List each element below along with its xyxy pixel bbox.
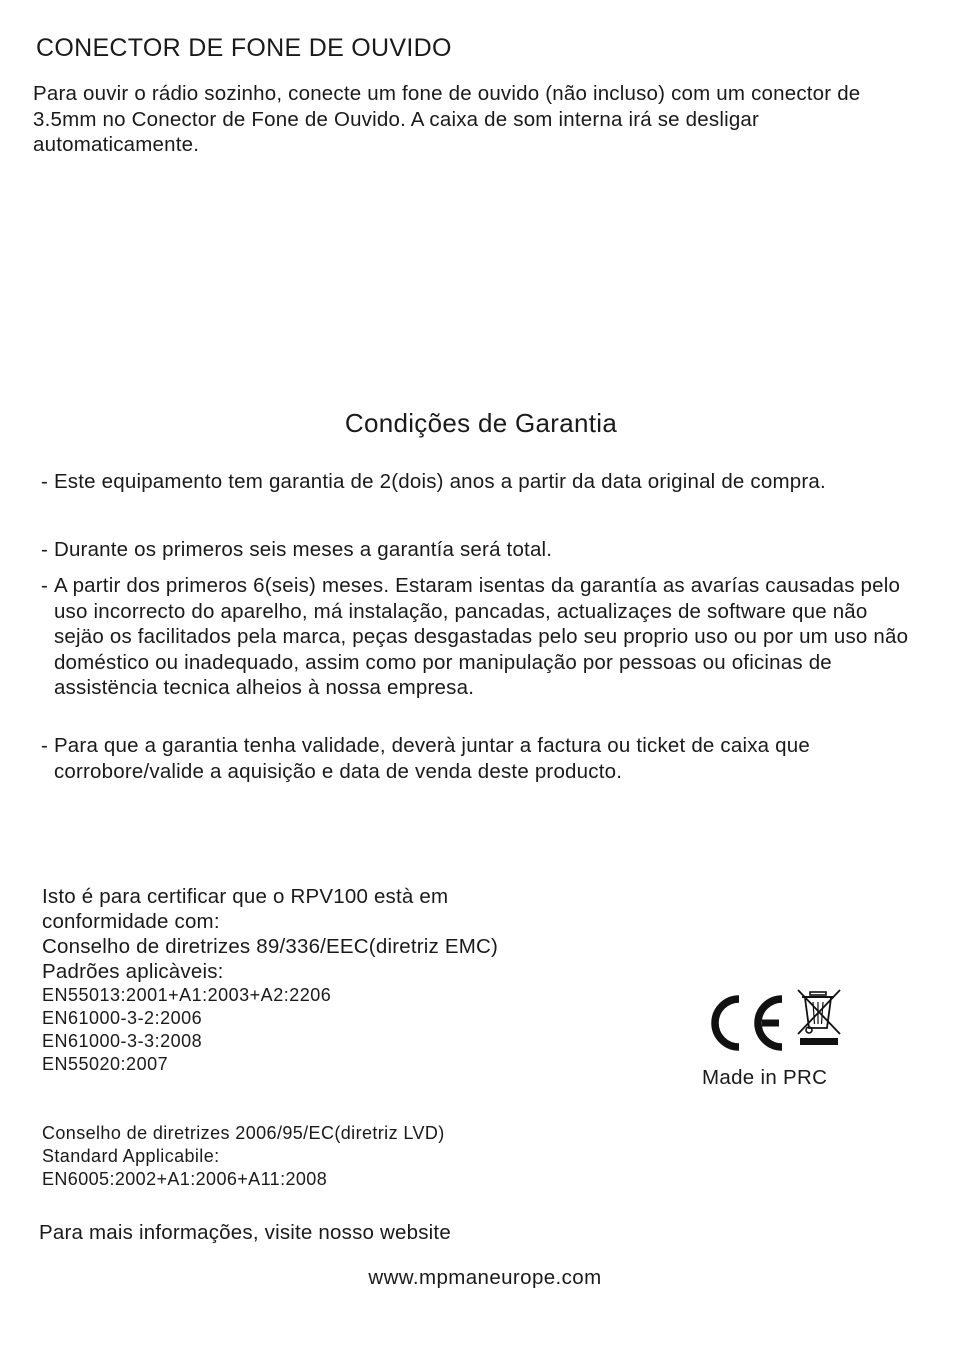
made-in-label: Made in PRC <box>702 1066 828 1089</box>
warranty-bullet-first-months: - Durante os primeros seis meses a garantía será total. <box>41 537 911 563</box>
more-info-text: Para mais informações, visite nosso website <box>39 1221 451 1244</box>
headphone-section-title: CONECTOR DE FONE DE OUVIDO <box>36 34 452 62</box>
certification-line: Padrões aplicàveis: <box>42 960 224 983</box>
standard-item: EN61000-3-2:2006 <box>42 1008 203 1028</box>
certification-line: Conselho de diretrizes 89/336/EEC(diretriz EMC) <box>42 935 499 958</box>
certification-line: conformidade com: <box>42 910 220 933</box>
standard-item: EN55020:2007 <box>42 1054 169 1074</box>
lvd-line: Standard Applicabile: <box>42 1146 220 1166</box>
lvd-line: Conselho de diretrizes 2006/95/EC(diretriz LVD) <box>42 1123 445 1143</box>
standard-item: EN55013:2001+A1:2003+A2:2206 <box>42 985 332 1005</box>
warranty-title: Condições de Garantia <box>344 408 618 438</box>
website-link[interactable]: www.mpmaneurope.com <box>368 1266 602 1289</box>
warranty-bullet-validity: - Para que a garantia tenha validade, deverà juntar a factura ou ticket de caixa que corrobore/valide a aquisição e data de venda deste producto. <box>41 733 911 784</box>
lvd-line: EN6005:2002+A1:2006+A11:2008 <box>42 1169 328 1189</box>
warranty-bullet-text: Este equipamento tem garantia de 2(dois) anos a partir da data original de compra. <box>53 470 826 493</box>
certification-statement <box>42 884 642 984</box>
warranty-bullet-exclusions: - A partir dos primeros 6(seis) meses. Estaram isentas da garantía as avarías causadas pelo uso incorrecto do aparelho, má instalação, pancadas, actualizaçes de software que não sejäo os facilitados pela marca, peças desgastadas pelo seu proprio uso ou por um uso não doméstico ou inadequado, assim como por manipulação por pessoas ou oficinas de assistëncia tecnica alheios à nossa empresa. <box>41 573 911 701</box>
warranty-bullet-text: A partir dos primeros 6(seis) meses. Estaram isentas da garantía as avarías causadas pelo uso incorrecto do aparelho, má instalação, pancadas, actualizaçes de software que não sejäo os facilitados pela marca, peças desgastadas pelo seu proprio uso ou por um uso não doméstico ou inadequado, assim como por manipulação por pessoas ou oficinas de assistëncia tecnica alheios à nossa empresa. <box>53 574 909 699</box>
crossed-out-wheelie-bin-icon <box>794 988 842 1048</box>
lvd-directive <box>42 1122 445 1191</box>
warranty-bullet-duration: - Este equipamento tem garantia de 2(dois) anos a partir da data original de compra. <box>41 469 911 495</box>
standard-item: EN61000-3-3:2008 <box>42 1031 203 1051</box>
headphone-instructions: Para ouvir o rádio sozinho, conecte um fone de ouvido (não incluso) com um conector de 3.5mm no Conector de Fone de Ouvido. A caixa de som interna irá se desligar automaticamente. <box>33 82 861 156</box>
certification-line: Isto é para certificar que o RPV100 està em <box>42 885 449 908</box>
warranty-bullet-text: Para que a garantia tenha validade, deverà juntar a factura ou ticket de caixa que corrobore/valide a aquisição e data de venda deste producto. <box>53 734 810 783</box>
ce-mark-icon <box>710 994 790 1052</box>
warranty-bullet-text: Durante os primeros seis meses a garantía será total. <box>53 538 553 561</box>
